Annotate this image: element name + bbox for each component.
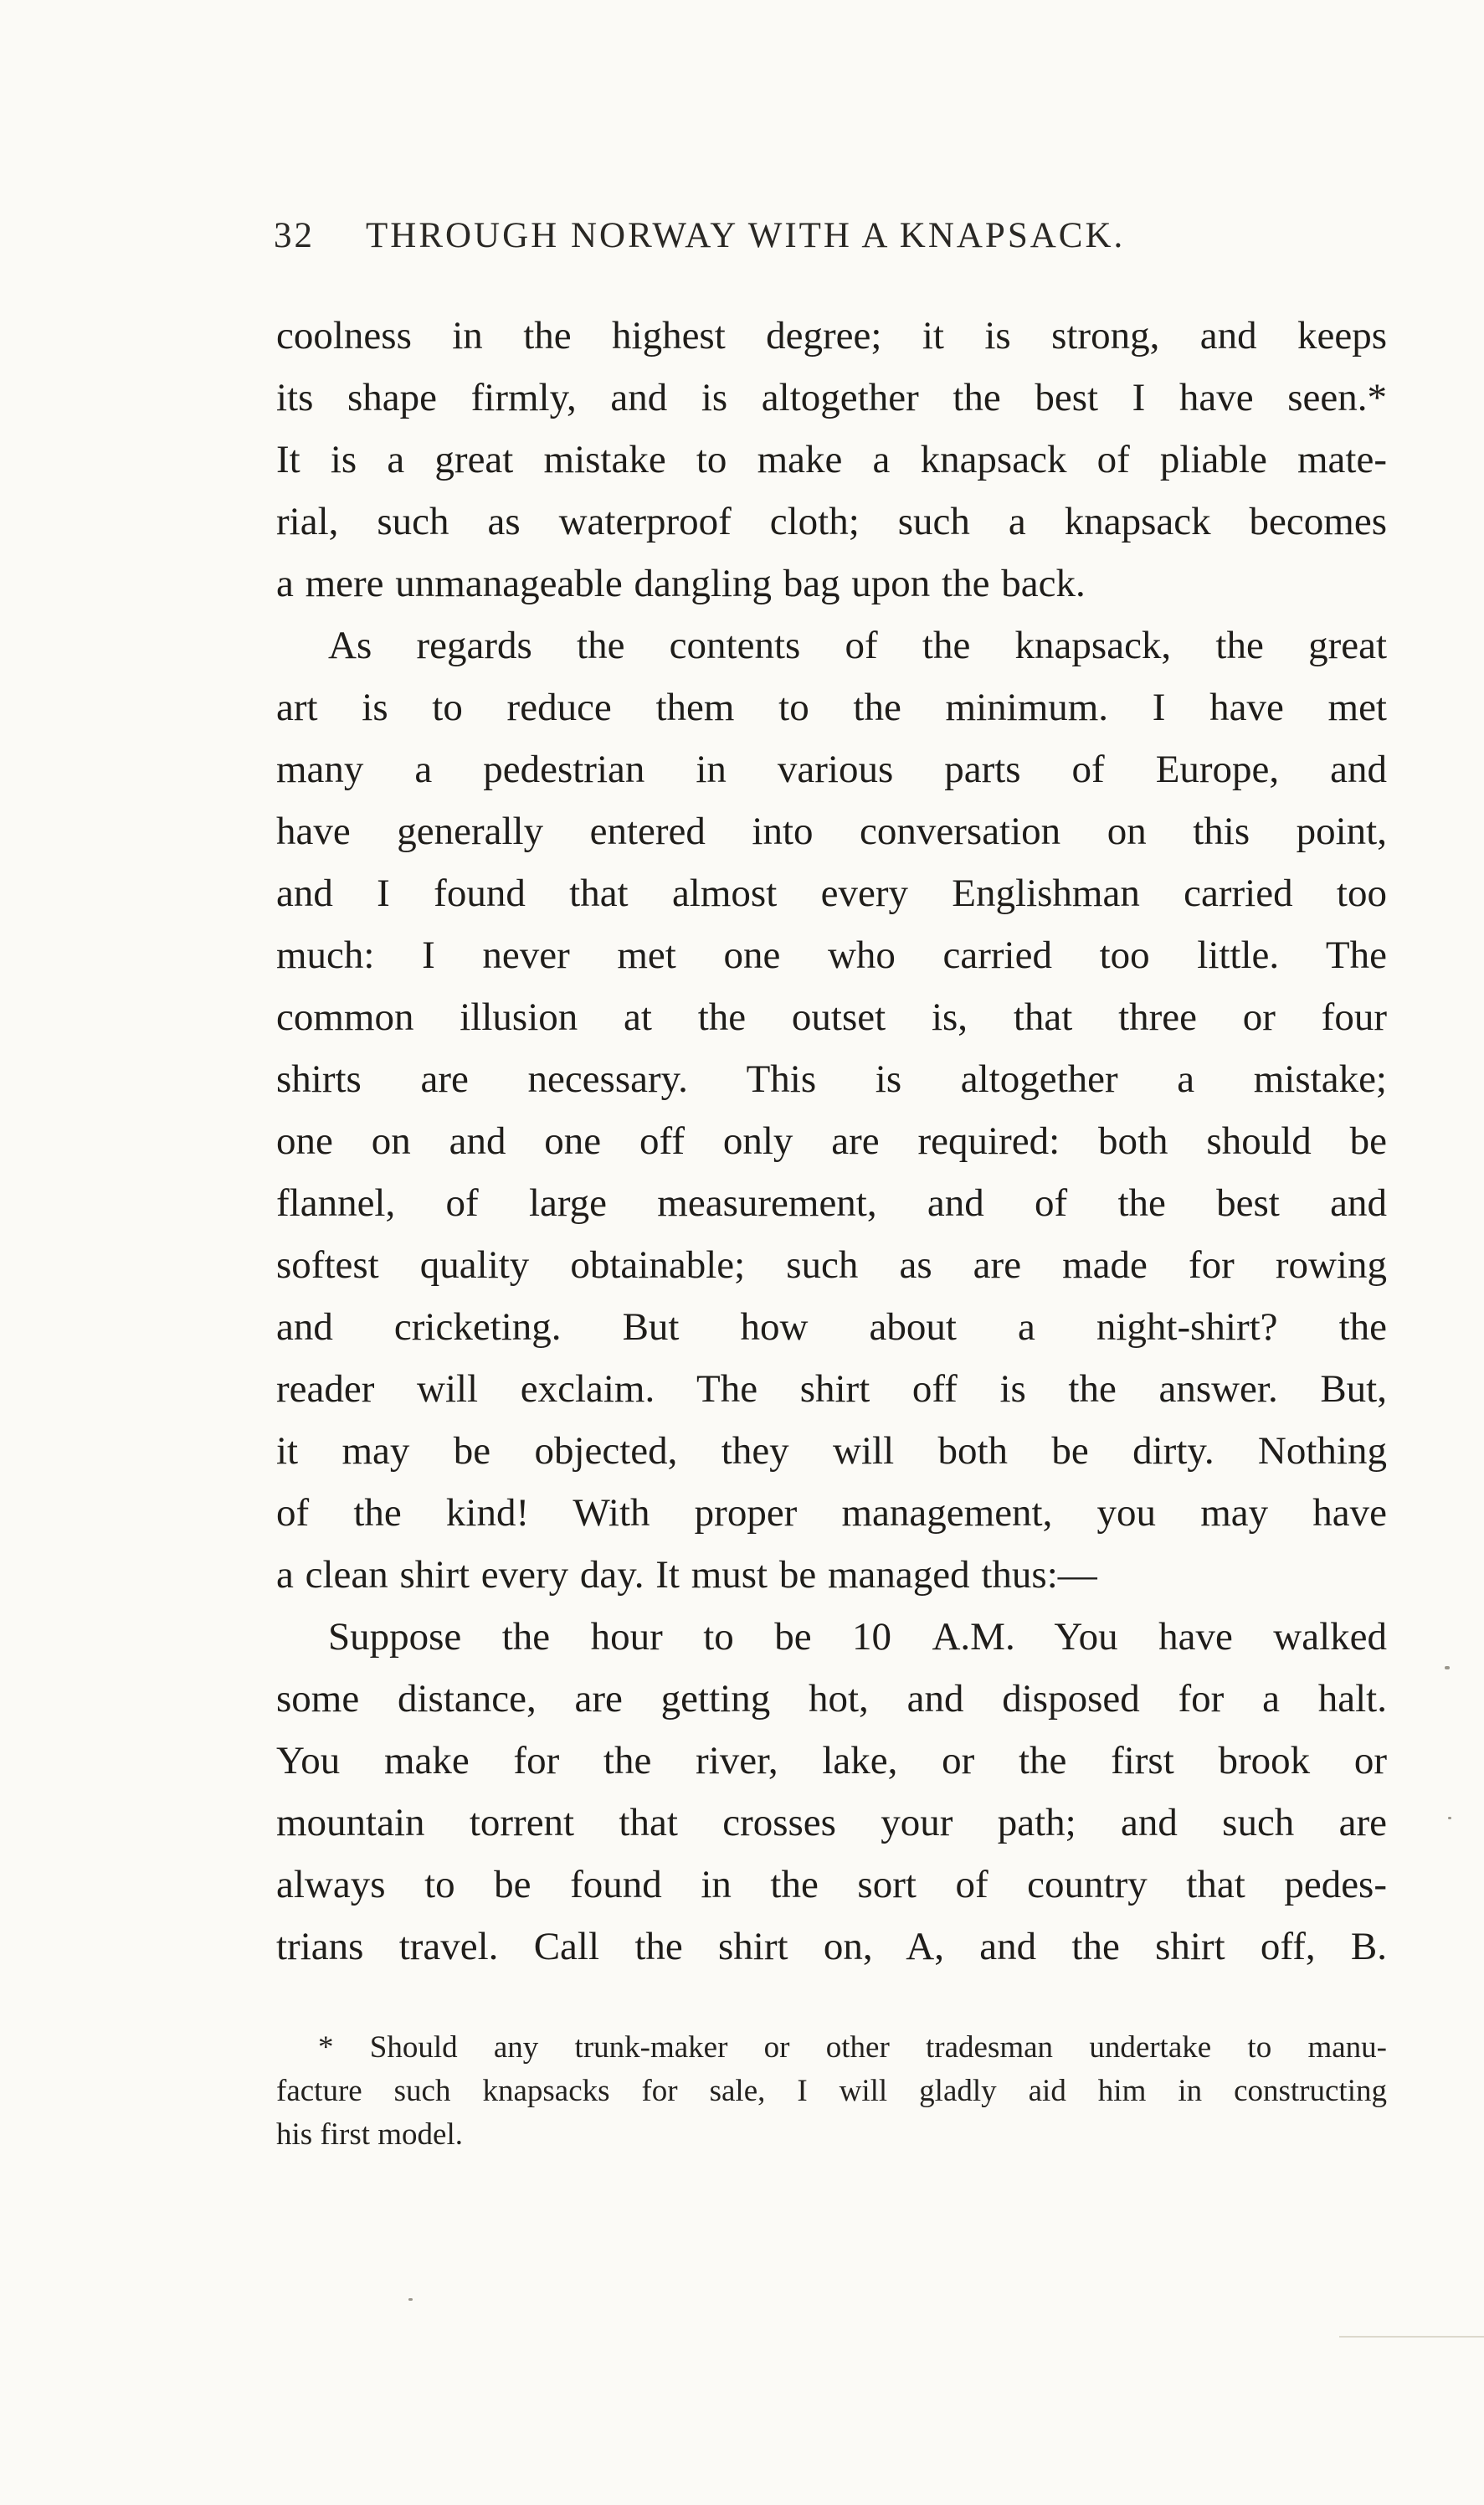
body-line: You make for the river, lake, or the first brook or bbox=[276, 1739, 1387, 1782]
paragraph-start-line: As regards the contents of the knapsack, the great bbox=[328, 624, 1387, 667]
paragraph-start-line bbox=[328, 1606, 1387, 1668]
running-head bbox=[274, 211, 1245, 261]
body-line: it may be objected, they will both be dirty. Nothing bbox=[276, 1429, 1387, 1473]
body-line: trians travel. Call the shirt on, A, and the shirt off, B. bbox=[276, 1925, 1387, 1968]
body-line: and I found that almost every Englishman carried too bbox=[276, 872, 1387, 915]
ink-speck bbox=[1445, 1666, 1450, 1669]
body-line: reader will exclaim. The shirt off is the answer. But, bbox=[276, 1367, 1387, 1411]
body-line: flannel, of large measurement, and of the best and bbox=[276, 1181, 1387, 1225]
body-line: rial, such as waterproof cloth; such a knapsack becomes bbox=[276, 500, 1387, 543]
page-number: 32 bbox=[274, 216, 315, 255]
body-line: coolness in the highest degree; it is strong, and keeps bbox=[276, 314, 1387, 357]
body-line: and cricketing. But how about a night-shirt? the bbox=[276, 1305, 1387, 1349]
body-line: common illusion at the outset is, that three or four bbox=[276, 995, 1387, 1039]
body-line: have generally entered into conversation on this point, bbox=[276, 810, 1387, 853]
footnote-line: facture such knapsacks for sale, I will gladly aid him in constructing bbox=[276, 2074, 1387, 2108]
body-line: much: I never met one who carried too little. The bbox=[276, 934, 1387, 977]
time-suffix: A.M. bbox=[932, 1615, 1015, 1659]
body-line: its shape firmly, and is altogether the best I have seen.* bbox=[276, 376, 1387, 419]
body-line: art is to reduce them to the minimum. I have met bbox=[276, 686, 1387, 729]
page-edge-line bbox=[1339, 2336, 1484, 2338]
ink-speck bbox=[408, 2298, 413, 2301]
body-line: It is a great mistake to make a knapsack of pliable mate- bbox=[276, 438, 1387, 481]
body-line: always to be found in the sort of country that pedes- bbox=[276, 1863, 1387, 1906]
body-line: softest quality obtainable; such as are made for rowing bbox=[276, 1243, 1387, 1287]
body-line: many a pedestrian in various parts of Europe, and bbox=[276, 748, 1387, 791]
footnote-line: * Should any trunk-maker or other tradesman undertake to manu- bbox=[318, 2030, 1387, 2065]
body-line: mountain torrent that crosses your path; and such are bbox=[276, 1801, 1387, 1844]
suppose-text-before: Suppose the hour to be 10 bbox=[328, 1615, 932, 1659]
body-line: of the kind! With proper management, you may have bbox=[276, 1491, 1387, 1535]
body-line: a mere unmanageable dangling bag upon the back. bbox=[276, 562, 1086, 605]
running-head-title: THROUGH NORWAY WITH A KNAPSACK. bbox=[366, 216, 1126, 255]
body-line: some distance, are getting hot, and disposed for a halt. bbox=[276, 1677, 1387, 1721]
ink-speck bbox=[1448, 1817, 1451, 1819]
body-line: shirts are necessary. This is altogether a mistake; bbox=[276, 1057, 1387, 1101]
footnote-line: his first model. bbox=[276, 2117, 464, 2152]
body-line: a clean shirt every day. It must be managed thus:— bbox=[276, 1553, 1097, 1597]
suppose-text-after: You have walked bbox=[1014, 1615, 1388, 1659]
body-line: one on and one off only are required: both should be bbox=[276, 1119, 1387, 1163]
